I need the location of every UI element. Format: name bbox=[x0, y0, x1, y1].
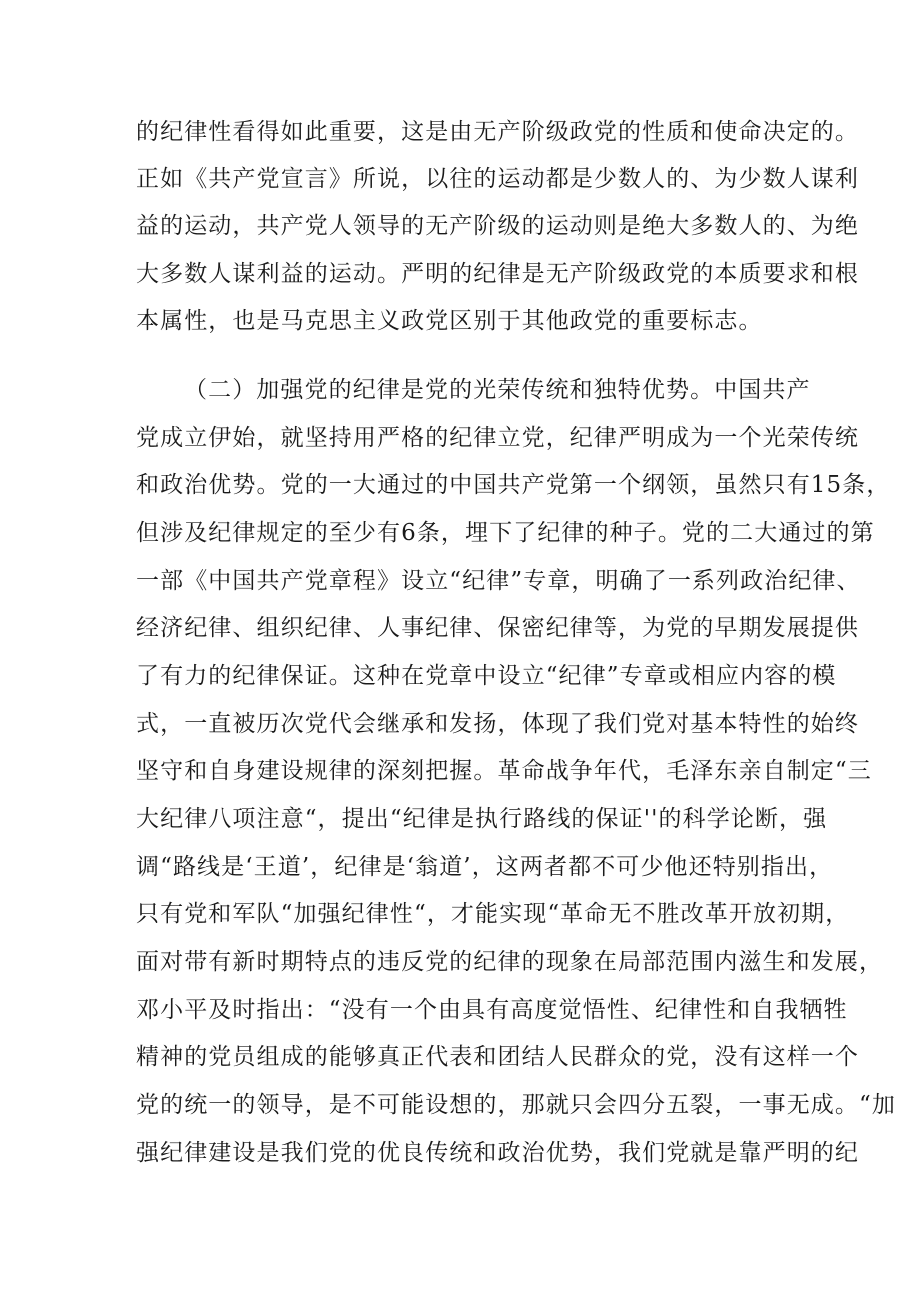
text-line: 坚守和自身建设规律的深刻把握。革命战争年代，毛泽东亲自制定“三 bbox=[136, 758, 872, 784]
text-line: 的纪律性看得如此重要，这是由无产阶级政党的性质和使命决定的。 bbox=[136, 119, 859, 145]
text-line: 经济纪律、组织纪律、人事纪律、保密纪律等，为党的早期发展提供 bbox=[136, 615, 859, 641]
text-line: 党的统一的领导，是不可能设想的，那就只会四分五裂，一事无成。“加 bbox=[136, 1092, 896, 1118]
text-line: 只有党和军队“加强纪律性“，才能实现“革命无不胜改革开放初期， bbox=[136, 901, 850, 927]
text-line: 调“路线是‘王道’，纪律是‘翁道’，这两者都不可少他还特别指出， bbox=[136, 854, 834, 880]
text-line: 一部《中国共产党章程》设立“纪律”专章，明确了一系列政治纪律、 bbox=[136, 568, 861, 594]
text-line: 了有力的纪律保证。这种在党章中设立“纪律”专章或相应内容的模 bbox=[136, 663, 837, 689]
text-line: 大纪律八项注意“，提出“纪律是执行路线的保证''的科学论断，强 bbox=[136, 806, 828, 832]
text-line: 强纪律建设是我们党的优良传统和政治优势，我们党就是靠严明的纪 bbox=[136, 1140, 859, 1166]
text-line: 式，一直被历次党代会继承和发扬，体现了我们党对基本特性的始终 bbox=[136, 711, 859, 737]
text-line: 精神的党员组成的能够真正代表和团结人民群众的党，没有这样一个 bbox=[136, 1044, 859, 1070]
text-line: 正如《共产党宣言》所说，以往的运动都是少数人的、为少数人谋利 bbox=[136, 166, 859, 192]
section-heading-line: （二）加强党的纪律是党的光荣传统和独特优势。中国共产 bbox=[184, 377, 811, 403]
text-line: 邓小平及时指出：“没有一个由具有高度觉悟性、纪律性和自我牺牲 bbox=[136, 997, 848, 1023]
text-line: 党成立伊始，就坚持用严格的纪律立党，纪律严明成为一个光荣传统 bbox=[136, 425, 859, 451]
text-line: 本属性，也是马克思主义政党区别于其他政党的重要标志。 bbox=[136, 308, 763, 334]
text-line: 但涉及纪律规定的至少有6条，埋下了纪律的种子。党的二大通过的第 bbox=[136, 520, 875, 546]
text-line: 大多数人谋利益的运动。严明的纪律是无产阶级政党的本质要求和根 bbox=[136, 261, 859, 287]
text-line: 面对带有新时期特点的违反党的纪律的现象在局部范围内滋生和发展， bbox=[136, 949, 884, 975]
text-line: 和政治优势。党的一大通过的中国共产党第一个纲领，虽然只有15条， bbox=[136, 472, 891, 498]
text-line: 益的运动，共产党人领导的无产阶级的运动则是绝大多数人的、为绝 bbox=[136, 213, 859, 239]
